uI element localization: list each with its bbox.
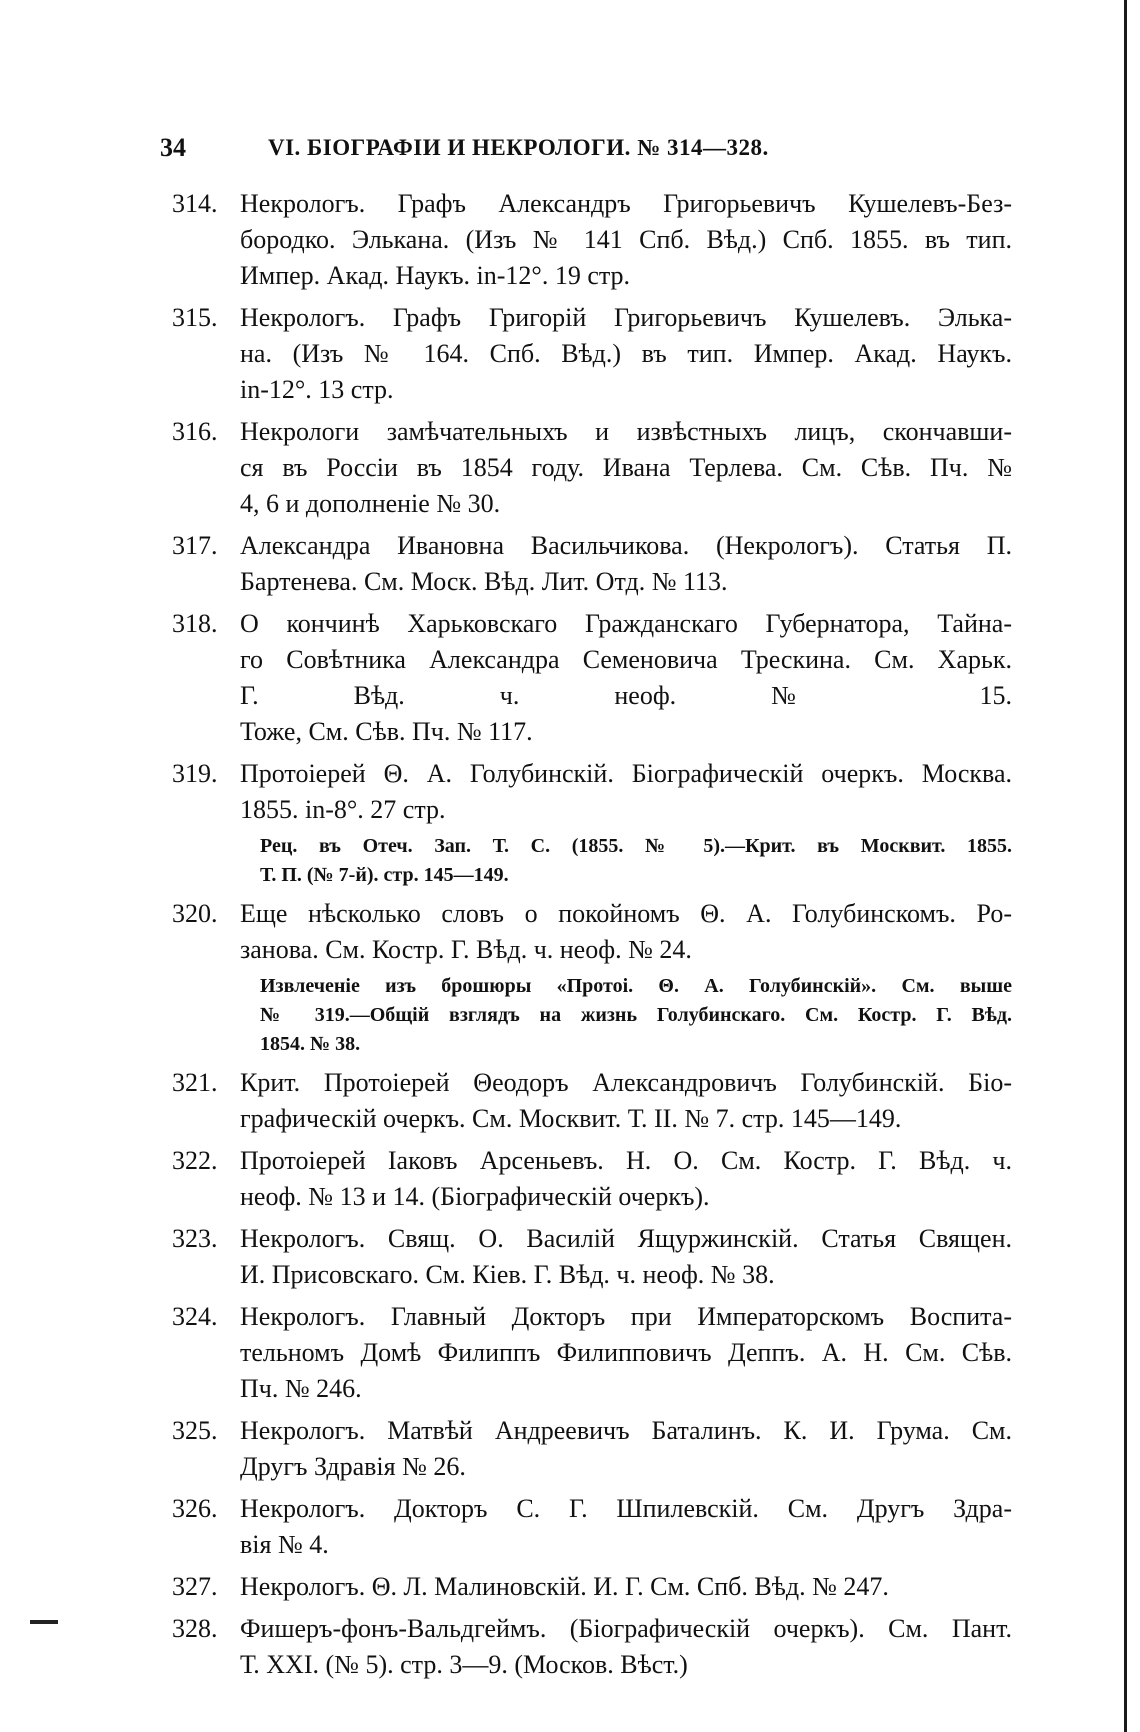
entry-line: Еще нѣсколько словъ о покойномъ Θ. А. Голубинскомъ. Ро- — [240, 899, 1012, 928]
entry-number: 325. — [172, 1416, 218, 1445]
entry-line: Г. Вѣд. ч. неоф. № 15. — [240, 681, 1012, 710]
note-line: Т. П. (№ 7-й). стр. 145—149. — [260, 864, 509, 886]
entry-line: Некрологъ. Докторъ С. Г. Шпилевскій. См. Другъ Здра- — [240, 1494, 1012, 1523]
note-line: Рец. въ Отеч. Зап. Т. С. (1855. № 5).—Крит. въ Москвит. 1855. — [260, 835, 1012, 857]
entry-line: Протоіерей Θ. А. Голубинскій. Біографическій очеркъ. Москва. — [240, 759, 1012, 788]
entry-list — [172, 186, 1012, 1683]
entry-note — [240, 832, 1012, 890]
entry-number: 323. — [172, 1224, 218, 1253]
entry-number: 328. — [172, 1614, 218, 1643]
entry-line: Некрологи замѣчательныхъ и извѣстныхъ лицъ, скончавши- — [240, 417, 1012, 446]
entry-number: 324. — [172, 1302, 218, 1331]
margin-mark — [30, 1620, 58, 1624]
entry-text — [240, 300, 1012, 408]
page-header — [160, 133, 1020, 167]
bibliography-entry — [172, 1221, 1012, 1293]
bibliography-entry — [172, 896, 1012, 1059]
entry-number: 317. — [172, 531, 218, 560]
entry-line: Крит. Протоіерей Θеодоръ Александровичъ Голубинскій. Біо- — [240, 1068, 1012, 1097]
entry-line: Александра Ивановна Васильчикова. (Некрологъ). Статья П. — [240, 531, 1012, 560]
entry-text — [240, 1413, 1012, 1485]
bibliography-entry — [172, 1611, 1012, 1683]
entry-line: Некрологъ. Графъ Александръ Григорьевичъ Кушелевъ-Без- — [240, 189, 1012, 218]
entry-text — [240, 606, 1012, 750]
entry-line: Некрологъ. Матвѣй Андреевичъ Баталинъ. К. И. Грума. См. — [240, 1416, 1012, 1445]
note-line: Извлеченіе изъ брошюры «Протоі. Θ. А. Голубинскій». См. выше — [260, 975, 1012, 997]
entry-line: на. (Изъ № 164. Спб. Вѣд.) въ тип. Импер. Акад. Наукъ. — [240, 339, 1012, 368]
bibliography-entry — [172, 1143, 1012, 1215]
page-edge-rule — [1124, 0, 1127, 1732]
entry-line: in-12°. 13 стр. — [240, 375, 394, 404]
entry-text — [240, 1221, 1012, 1293]
bibliography-entry — [172, 606, 1012, 750]
entry-number: 322. — [172, 1146, 218, 1175]
entry-line: Фишеръ-фонъ-Вальдгеймъ. (Біографическій очеркъ). См. Пант. — [240, 1614, 1012, 1643]
entry-text — [240, 414, 1012, 522]
entry-line: 1855. in-8°. 27 стр. — [240, 795, 446, 824]
entry-line: вія № 4. — [240, 1530, 329, 1559]
entry-line: бородко. Элькана. (Изъ № 141 Спб. Вѣд.) Спб. 1855. въ тип. — [240, 225, 1012, 254]
bibliography-entry — [172, 300, 1012, 408]
entry-line: И. Присовскаго. См. Кіев. Г. Вѣд. ч. неоф. № 38. — [240, 1260, 775, 1289]
entry-line: 4, 6 и дополненіе № 30. — [240, 489, 501, 518]
entry-number: 315. — [172, 303, 218, 332]
bibliography-entry — [172, 186, 1012, 294]
entry-line: Пч. № 246. — [240, 1374, 362, 1403]
entry-line: Т. XXI. (№ 5). стр. 3—9. (Москов. Вѣст.) — [240, 1650, 688, 1679]
bibliography-entry — [172, 1569, 1012, 1605]
entry-line: Некрологъ. Свящ. О. Василій Ящуржинскій. Статья Священ. — [240, 1224, 1012, 1253]
entry-line: Бартенева. См. Моск. Вѣд. Лит. Отд. № 113. — [240, 567, 728, 596]
bibliography-entry — [172, 1299, 1012, 1407]
note-line: № 319.—Общій взглядъ на жизнь Голубинскаго. См. Костр. Г. Вѣд. — [260, 1004, 1012, 1026]
entry-line: Протоіерей Іаковъ Арсеньевъ. Н. О. См. Костр. Г. Вѣд. ч. — [240, 1146, 1012, 1175]
entry-line: Другъ Здравія № 26. — [240, 1452, 466, 1481]
bibliography-entry — [172, 1065, 1012, 1137]
entry-number: 327. — [172, 1572, 218, 1601]
entry-number: 319. — [172, 759, 218, 788]
entry-text — [240, 1143, 1012, 1215]
entry-text — [240, 1299, 1012, 1407]
entry-line: го Совѣтника Александра Семеновича Трескина. См. Харьк. — [240, 645, 1012, 674]
entry-note — [240, 972, 1012, 1059]
entry-line: Некрологъ. Θ. Л. Малиновскій. И. Г. См. Спб. Вѣд. № 247. — [240, 1572, 889, 1601]
entry-number: 314. — [172, 189, 218, 218]
note-line: 1854. № 38. — [260, 1033, 361, 1055]
entry-number: 316. — [172, 417, 218, 446]
entry-text — [240, 1569, 1012, 1605]
entry-text — [240, 528, 1012, 600]
bibliography-entry — [172, 756, 1012, 890]
entry-line: Тоже, См. Сѣв. Пч. № 117. — [240, 717, 533, 746]
entry-text — [240, 756, 1012, 890]
entry-number: 318. — [172, 609, 218, 638]
entry-line: О кончинѣ Харьковскаго Гражданскаго Губернатора, Тайна- — [240, 609, 1012, 638]
entry-line: тельномъ Домѣ Филиппъ Филипповичъ Деппъ. А. Н. См. Сѣв. — [240, 1338, 1012, 1367]
entry-text — [240, 186, 1012, 294]
entry-line: занова. См. Костр. Г. Вѣд. ч. неоф. № 24. — [240, 935, 692, 964]
running-head: VI. БІОГРАФІИ И НЕКРОЛОГИ. № 314—328. — [268, 135, 769, 160]
entry-number: 321. — [172, 1068, 218, 1097]
entry-line: Некрологъ. Главный Докторъ при Императорскомъ Воспита- — [240, 1302, 1012, 1331]
bibliography-entry — [172, 1413, 1012, 1485]
entry-text — [240, 1491, 1012, 1563]
bibliography-entry — [172, 528, 1012, 600]
entry-text — [240, 896, 1012, 1059]
page-number: 34 — [160, 133, 186, 162]
entry-line: неоф. № 13 и 14. (Біографическій очеркъ). — [240, 1182, 710, 1211]
entry-text — [240, 1611, 1012, 1683]
entry-line: графическій очеркъ. См. Москвит. Т. II. № 7. стр. 145—149. — [240, 1104, 902, 1133]
entry-text — [240, 1065, 1012, 1137]
entry-line: ся въ Россіи въ 1854 году. Ивана Терлева. См. Сѣв. Пч. № — [240, 453, 1012, 482]
bibliography-entry — [172, 414, 1012, 522]
bibliography-entry — [172, 1491, 1012, 1563]
entry-number: 320. — [172, 899, 218, 928]
entry-line: Импер. Акад. Наукъ. in-12°. 19 стр. — [240, 261, 631, 290]
entry-number: 326. — [172, 1494, 218, 1523]
entry-line: Некрологъ. Графъ Григорій Григорьевичъ Кушелевъ. Элька- — [240, 303, 1012, 332]
